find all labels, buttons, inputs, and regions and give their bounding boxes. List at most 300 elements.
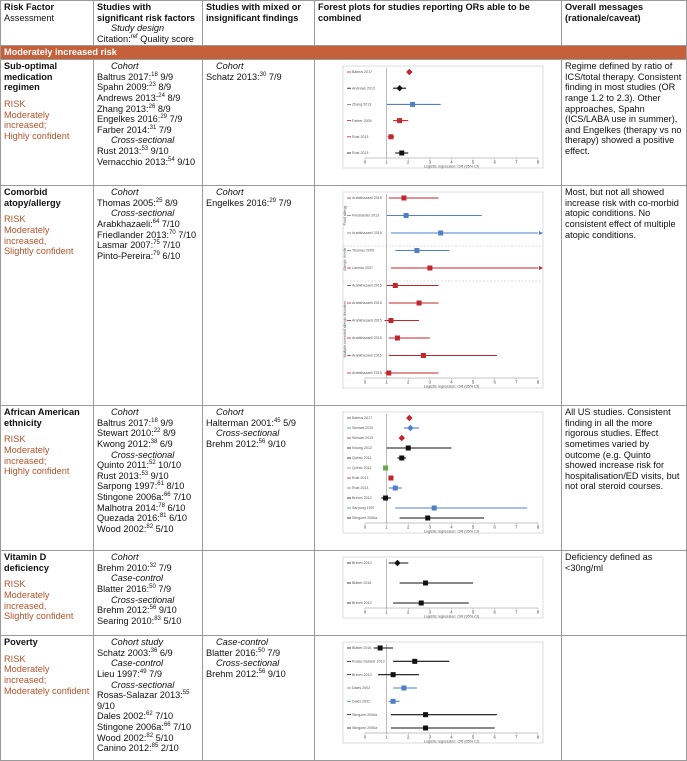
header-mixed	[203, 1, 315, 46]
forest-study	[347, 466, 388, 471]
study-citation: Wood 2002:$^{82}$ 5/10	[97, 732, 174, 743]
x-tick-label: 7	[515, 524, 518, 530]
group-label: Food allergy	[343, 205, 347, 226]
mixed-design: Cohort	[216, 61, 244, 72]
study-citation: Andrews 2013:$^{24}$ 8/9	[97, 92, 181, 104]
risk-line: Slightly confident	[4, 611, 74, 622]
forest-study	[347, 699, 400, 704]
study-design: Case-control	[111, 658, 164, 669]
study-label: Sarpong 1997	[352, 506, 375, 511]
x-axis-label: Logistic regression: OR (95% CI)	[423, 164, 480, 169]
forest-study	[347, 646, 393, 651]
point-estimate	[406, 446, 411, 451]
study-citation: Brehm 2012:$^{56}$ 9/10	[97, 605, 177, 616]
x-tick-label: 4	[450, 379, 453, 385]
group-label: Multiple comorbid allergic disorders	[343, 301, 347, 358]
x-axis-label: Logistic regression: OR (95% CI)	[423, 614, 480, 619]
x-tick-label: 8	[536, 734, 540, 740]
plot-frame	[343, 66, 543, 168]
risk-line: Moderately increased;	[4, 109, 50, 131]
forest-plot-cell	[315, 551, 562, 636]
risk-line: Highly confident	[4, 466, 70, 477]
study-design: Cross-sectional	[111, 594, 175, 605]
study-label: Arabkhazaeli 2015	[352, 196, 382, 201]
study-label: Blatter 2016	[352, 581, 372, 586]
mixed-design: Cohort	[216, 407, 244, 418]
forest-plot-cell	[315, 60, 562, 186]
risk-factor-title: African American ethnicity	[4, 407, 80, 428]
overall-message: All US studies. Consistent finding in all the more rigorous studies. Effect sometimes varied by outcome (e.g. Quinto showed increase risk for hospitalisation/ED visits, but not oral steroid courses.	[565, 407, 680, 492]
point-estimate	[406, 69, 412, 75]
x-tick-label: 1	[385, 524, 388, 530]
study-label: Arabkhazaeli 2015	[352, 319, 382, 324]
study-design: Cohort	[111, 61, 139, 72]
study-design: Cross-sectional	[111, 449, 175, 460]
sig-cell	[94, 60, 203, 186]
point-estimate	[407, 425, 413, 431]
study-label: Arabkhazaeli 2015	[352, 301, 382, 306]
forest-plot	[315, 551, 561, 632]
mixed-citation: Schatz 2013:$^{30}$ 7/9	[206, 71, 282, 82]
risk-line: RISK	[4, 99, 26, 110]
risk-line: Slightly confident	[4, 246, 74, 257]
forest-study	[347, 601, 469, 606]
study-label: Brehm 2010	[352, 561, 372, 566]
forest-study	[347, 415, 413, 421]
risk-assessment	[4, 214, 90, 256]
x-tick-label: 7	[515, 609, 518, 615]
study-label: Thomas 2005	[352, 249, 374, 254]
study-citation: Stingone 2006a:$^{66}$ 7/10	[97, 491, 192, 502]
header-col2-design: Study design	[111, 23, 165, 34]
header-col2-title: Studies with significant risk factors	[97, 2, 196, 23]
forest-study	[347, 196, 439, 201]
forest-study	[347, 712, 497, 717]
risk-line: RISK	[4, 434, 26, 445]
overall-message: Deficiency defined as <30ng/ml	[565, 552, 653, 573]
mixed-design: Cross-sectional	[216, 658, 280, 669]
row-ethnicity	[1, 406, 687, 551]
risk-line: Highly confident	[4, 130, 70, 141]
point-estimate	[419, 601, 424, 606]
forest-study	[347, 726, 495, 731]
study-citation: Lasmar 2007:$^{75}$ 7/10	[97, 240, 181, 251]
study-label: Zhang 2013	[352, 102, 372, 107]
forest-plot-cell	[315, 406, 562, 551]
mixed-cell	[203, 406, 315, 551]
study-citation: 9/10	[97, 700, 115, 711]
study-citation: Spahn 2009:$^{23}$ 8/9	[97, 82, 172, 93]
study-citation: Schatz 2003:$^{36}$ 6/9	[97, 647, 173, 658]
study-label: Arabkhazaeli 2015	[352, 354, 382, 359]
x-axis-label: Logistic regression: OR (95% CI)	[423, 739, 480, 744]
point-estimate	[383, 496, 388, 501]
x-tick-label: 5	[471, 524, 475, 530]
x-tick-label: 1	[385, 379, 388, 385]
x-tick-label: 6	[493, 524, 496, 530]
x-tick-label: 6	[493, 609, 496, 615]
forest-study	[347, 85, 406, 91]
point-estimate	[378, 646, 383, 651]
study-citation: Quezada 2016:$^{81}$ 6/10	[97, 513, 187, 524]
risk-assessment	[4, 654, 90, 696]
point-estimate	[393, 486, 398, 491]
study-label: Blatter 2016	[352, 646, 372, 651]
ci-arrow	[539, 266, 543, 270]
study-label: Lasmar 2007	[352, 266, 373, 271]
study-citation: Pinto-Pereira:$^{79}$ 6/10	[97, 250, 181, 261]
study-citation: Rust 2013:$^{53}$ 9/10	[97, 470, 169, 481]
point-estimate	[427, 266, 432, 271]
study-citation: Baltrus 2017:$^{18}$ 9/9	[97, 417, 174, 428]
study-label: Quinto 2011	[352, 466, 372, 471]
ci-arrow	[539, 231, 543, 235]
risk-factor-cell	[1, 406, 94, 551]
point-estimate	[388, 135, 393, 140]
plot-frame	[343, 192, 543, 388]
study-citation: Engelkes 2016:$^{29}$ 7/9	[97, 114, 183, 125]
point-estimate	[395, 336, 400, 341]
x-tick-label: 8	[536, 524, 540, 530]
forest-study	[347, 659, 449, 664]
study-label: Brehm 2012	[352, 601, 372, 606]
point-estimate	[423, 581, 428, 586]
study-citation: Stewart 2010:$^{22}$ 8/9	[97, 428, 176, 439]
row-vitamin-d	[1, 551, 687, 636]
overall-message: Regime defined by ratio of ICS/total therapy. Consistent finding in most studies (OR range 1.2 to 2.3). Other approaches, Spahn (ICS/LABA use in summer), and Engelkes (therapy vs no therapy) showed a positive effect.	[565, 61, 682, 156]
risk-assessment	[4, 434, 90, 476]
point-estimate	[396, 85, 402, 91]
message-cell	[562, 186, 687, 406]
point-estimate	[383, 466, 388, 471]
x-tick-label: 4	[450, 734, 453, 740]
header-forest	[315, 1, 562, 46]
study-label: Brehm 2012	[352, 496, 372, 501]
study-label: Arabkhazaeli 2015	[352, 371, 382, 376]
x-tick-label: 5	[471, 609, 475, 615]
risk-line: Moderately confident	[4, 685, 90, 696]
mixed-citation: Brehm 2012:$^{56}$ 9/10	[206, 668, 286, 680]
x-tick-label: 3	[428, 609, 432, 615]
point-estimate	[391, 672, 396, 677]
x-tick-label: 2	[407, 159, 410, 165]
forest-study	[347, 283, 439, 288]
risk-line: RISK	[4, 579, 26, 590]
study-citation: Brehm 2010:$^{32}$ 7/9	[97, 562, 172, 573]
x-tick-label: 5	[471, 379, 475, 385]
forest-study	[347, 496, 391, 501]
forest-plot-cell	[315, 636, 562, 761]
forest-study	[347, 301, 439, 306]
forest-study	[347, 560, 408, 566]
risk-factor-title: Comorbid atopy/allergy	[4, 187, 61, 208]
forest-study	[347, 581, 473, 586]
point-estimate	[388, 318, 393, 323]
forest-study	[347, 118, 408, 123]
x-tick-label: 8	[536, 609, 540, 615]
header-significant	[94, 1, 203, 46]
mixed-design: Cohort	[216, 187, 244, 198]
risk-line: RISK	[4, 653, 26, 664]
x-tick-label: 1	[385, 734, 388, 740]
mixed-citation: Engelkes 2016:$^{29}$ 7/9	[206, 197, 292, 208]
risk-factor-title: Vitamin D deficiency	[4, 552, 49, 573]
x-tick-label: 4	[450, 609, 453, 615]
x-tick-label: 8	[536, 379, 540, 385]
row-medication	[1, 60, 687, 186]
study-citation: Vernacchio 2013:$^{54}$ 9/10	[97, 156, 196, 167]
study-label: Dales 2002	[352, 699, 371, 704]
study-label: Brehm 2012	[352, 673, 372, 678]
point-estimate	[388, 476, 393, 481]
mixed-citation: Brehm 2012:$^{56}$ 9/10	[206, 438, 286, 450]
forest-study	[347, 486, 402, 491]
forest-plot-cell	[315, 186, 562, 406]
forest-plot	[315, 186, 561, 402]
study-label: Arabkhazaeli 2015	[352, 336, 382, 341]
study-label: Stingone 2006a	[352, 713, 378, 718]
x-tick-label: 1	[385, 609, 388, 615]
study-label: Stewart 2010	[352, 426, 374, 431]
study-citation: Stingone 2006a:$^{66}$ 7/10	[97, 721, 192, 732]
forest-study	[347, 435, 405, 441]
point-estimate	[406, 415, 412, 421]
study-design: Cohort study	[111, 637, 164, 648]
study-label: Dales 2002	[352, 686, 371, 691]
point-estimate	[404, 213, 409, 218]
study-citation: Rosas-Salazar 2013:$^{55}$	[97, 690, 190, 701]
message-cell	[562, 406, 687, 551]
point-estimate	[438, 231, 443, 236]
risk-factor-cell	[1, 636, 94, 761]
study-label: Andrews 2013	[352, 86, 375, 91]
group-label: Allergic rhinitis	[343, 247, 347, 272]
study-design: Cross-sectional	[111, 679, 175, 690]
band-label: Moderately increased risk	[1, 46, 687, 60]
study-citation: Wood 2002:$^{82}$ 5/10	[97, 523, 174, 534]
study-design: Cross-sectional	[111, 135, 175, 146]
forest-study	[347, 506, 527, 511]
x-tick-label: 6	[493, 159, 496, 165]
point-estimate	[386, 371, 391, 376]
study-label: Rust 2013	[352, 476, 369, 481]
study-citation: Searing 2010:$^{83}$ 5/10	[97, 615, 182, 626]
study-label: Rosas-Salazar 2013	[352, 659, 385, 664]
study-citation: Sarpong 1997:$^{61}$ 8/10	[97, 481, 185, 492]
x-tick-label: 2	[407, 734, 410, 740]
point-estimate	[425, 516, 430, 521]
forest-study	[347, 248, 449, 253]
header-col3-title: Studies with mixed or insignificant findings	[206, 2, 301, 23]
risk-factor-title: Sub-optimal medication regimen	[4, 61, 58, 93]
overall-message: Most, but not all showed increase risk with co-morbid atopic conditions. No consistent effect of multiple atopic conditions.	[565, 187, 679, 240]
x-tick-label: 4	[450, 524, 453, 530]
x-tick-label: 1	[385, 159, 388, 165]
header-col1-title: Risk Factor	[4, 2, 55, 12]
forest-study	[347, 231, 543, 236]
study-label: Stingone 2006a	[352, 516, 378, 521]
point-estimate	[394, 560, 400, 566]
risk-line: Moderately increased,	[4, 225, 50, 246]
study-design: Case-control	[111, 573, 164, 584]
x-axis-label: Logistic regression: OR (95% CI)	[423, 529, 480, 534]
row-poverty	[1, 636, 687, 761]
sig-cell	[94, 551, 203, 636]
point-estimate	[401, 196, 406, 201]
study-design: Cohort	[111, 552, 139, 563]
point-estimate	[423, 726, 428, 731]
point-estimate	[417, 301, 422, 306]
point-estimate	[397, 118, 402, 123]
forest-study	[347, 135, 394, 140]
point-estimate	[421, 353, 426, 358]
study-citation: Friedlander 2013:$^{70}$ 7/10	[97, 229, 197, 240]
message-cell	[562, 60, 687, 186]
mixed-design: Cross-sectional	[216, 428, 280, 439]
risk-line: Moderately increased;	[4, 664, 50, 686]
risk-line: RISK	[4, 214, 26, 225]
forest-study	[347, 318, 419, 323]
x-tick-label: 0	[363, 524, 367, 530]
point-estimate	[399, 435, 405, 441]
x-axis-label: Logistic regression: OR (95% CI)	[423, 384, 480, 389]
x-tick-label: 7	[515, 734, 518, 740]
forest-study	[347, 266, 543, 271]
x-tick-label: 6	[493, 379, 496, 385]
forest-study	[347, 353, 497, 358]
mixed-citation: Halterman 2001:$^{45}$ 5/9	[206, 417, 296, 428]
risk-line: Moderately increased,	[4, 590, 50, 611]
study-citation: Blatter 2016:$^{50}$ 7/9	[97, 583, 172, 595]
message-cell	[562, 551, 687, 636]
x-tick-label: 7	[515, 159, 518, 165]
forest-study	[347, 371, 439, 376]
study-citation: Malhotra 2014:$^{78}$ 6/10	[97, 502, 186, 513]
study-design: Cohort	[111, 407, 139, 418]
study-label: Rust 2013	[352, 151, 369, 156]
x-tick-label: 0	[363, 159, 367, 165]
risk-factor-cell	[1, 186, 94, 406]
risk-line: Moderately increased;	[4, 445, 50, 466]
study-design: Cross-sectional	[111, 208, 175, 219]
point-estimate	[412, 659, 417, 664]
study-label: Stewart 2010	[352, 436, 374, 441]
x-tick-label: 3	[428, 524, 432, 530]
study-label: Farber 2009	[352, 119, 372, 124]
forest-study	[347, 102, 441, 107]
study-label: Baltrus 2017	[352, 70, 373, 75]
x-tick-label: 2	[407, 609, 410, 615]
x-tick-label: 6	[493, 734, 496, 740]
band-row	[1, 46, 687, 60]
point-estimate	[399, 151, 404, 156]
header-col2-citation: Citation:$^{ref}$ Quality score	[97, 33, 194, 44]
header-col1-sub: Assessment	[4, 12, 55, 23]
risk-assessment	[4, 99, 90, 141]
study-label: Kwong 2012	[352, 446, 372, 451]
point-estimate	[414, 248, 419, 253]
study-citation: Baltrus 2017:$^{18}$ 9/9	[97, 71, 174, 82]
mixed-cell	[203, 186, 315, 406]
study-citation: Lieu 1997:$^{49}$ 7/9	[97, 668, 162, 680]
x-tick-label: 2	[407, 524, 410, 530]
message-cell	[562, 636, 687, 761]
study-label: Rust 2013	[352, 135, 369, 140]
study-citation: Zhang 2013:$^{26}$ 8/9	[97, 103, 171, 114]
x-tick-label: 3	[428, 379, 432, 385]
point-estimate	[401, 686, 406, 691]
sig-cell	[94, 406, 203, 551]
study-citation: Dales 2002:$^{62}$ 7/10	[97, 711, 174, 722]
sig-cell	[94, 186, 203, 406]
study-citation: Canino 2012:$^{85}$ 2/10	[97, 743, 179, 754]
study-label: Quinto 2011	[352, 456, 372, 461]
study-label: Arabkhazaeli 2015	[352, 284, 382, 289]
study-citation: Farber 2014:$^{31}$ 7/9	[97, 124, 172, 135]
study-citation: Quinto 2011:$^{52}$ 10/10	[97, 460, 182, 471]
study-citation: Arabkhazaeli:$^{64}$ 7/10	[97, 218, 180, 230]
header-col4-title: Forest plots for studies reporting ORs able to be combined	[318, 2, 530, 23]
header-risk-factor	[1, 1, 94, 46]
forest-study	[347, 516, 484, 521]
point-estimate	[423, 712, 428, 717]
point-estimate	[432, 506, 437, 511]
x-tick-label: 0	[363, 734, 367, 740]
mixed-citation: Blatter 2016:$^{50}$ 7/9	[206, 647, 281, 658]
sig-cell	[94, 636, 203, 761]
point-estimate	[393, 283, 398, 288]
x-tick-label: 4	[450, 159, 453, 165]
x-tick-label: 0	[363, 379, 367, 385]
study-citation: Rust 2013:$^{53}$ 9/10	[97, 145, 169, 156]
forest-study	[347, 446, 452, 451]
forest-plot	[315, 60, 561, 182]
forest-study	[347, 213, 482, 218]
point-estimate	[391, 699, 396, 704]
row-atopy	[1, 186, 687, 406]
mixed-cell	[203, 551, 315, 636]
study-citation: Kwong 2012:$^{38}$ 6/9	[97, 438, 173, 450]
study-design: Cohort	[111, 187, 139, 198]
risk-assessment	[4, 579, 90, 621]
forest-study	[347, 456, 406, 461]
x-tick-label: 3	[428, 734, 432, 740]
header-col5-title: Overall messages (rationale/caveat)	[565, 2, 644, 23]
study-label: Rust 2013	[352, 486, 369, 491]
forest-study	[347, 672, 419, 677]
mixed-design: Case-control	[216, 637, 269, 648]
point-estimate	[410, 102, 415, 107]
x-tick-label: 3	[428, 159, 432, 165]
study-label: Stingone 2006a	[352, 726, 378, 731]
forest-plot	[315, 636, 561, 757]
forest-study	[347, 336, 430, 341]
study-label: Friedlander 2013	[352, 214, 380, 219]
header-row	[1, 1, 687, 46]
header-messages	[562, 1, 687, 46]
x-tick-label: 5	[471, 734, 475, 740]
study-label: Arabkhazaeli 2015	[352, 231, 382, 236]
x-tick-label: 0	[363, 609, 367, 615]
mixed-cell	[203, 60, 315, 186]
mixed-cell	[203, 636, 315, 761]
forest-study	[347, 686, 417, 691]
risk-factor-cell	[1, 551, 94, 636]
study-label: Baltrus 2017	[352, 416, 373, 421]
plot-frame	[343, 557, 543, 618]
study-citation: Thomas 2005:$^{25}$ 8/9	[97, 197, 178, 208]
x-tick-label: 5	[471, 159, 475, 165]
